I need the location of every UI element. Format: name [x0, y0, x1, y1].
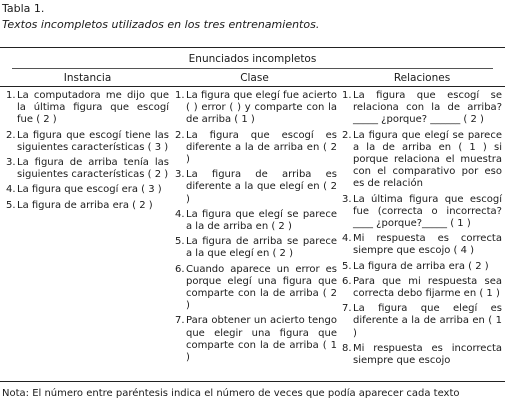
list-item — [342, 343, 502, 367]
table-note: Nota: El número entre paréntesis indica el número de veces que podía aparecer cada texto — [2, 388, 460, 399]
table-group-header: Enunciados incompletos — [188, 53, 317, 65]
list-item — [175, 315, 337, 364]
item-number: 5. — [6, 199, 16, 211]
item-number: 3. — [175, 169, 185, 181]
column-instancia — [6, 90, 169, 215]
column-header-rule — [0, 86, 505, 87]
table-label: Tabla 1. — [2, 2, 45, 15]
item-text: La computadora me dijo que la última figura que escogí fue ( 2 ) — [17, 90, 169, 126]
item-text: Cuando aparece un error es porque elegí una figura que comparte con la de arriba ( 2 ) — [186, 263, 337, 312]
item-text: La figura que escogí tiene las siguientes características ( 3 ) — [17, 129, 169, 153]
item-text: La figura de arriba se parece a la que elegí en ( 2 ) — [186, 236, 337, 260]
list-item — [175, 236, 337, 260]
list-item — [6, 200, 169, 212]
item-number: 1. — [6, 90, 16, 101]
column-header-relaciones: Relaciones — [393, 72, 451, 84]
item-text: La figura que elegí se parece a la de arriba en ( 2 ) — [186, 208, 337, 233]
group-header-rule — [12, 68, 493, 69]
item-text: La figura de arriba es diferente a la que elegí en ( 2 ) — [186, 169, 337, 205]
item-number: 2. — [342, 129, 352, 141]
item-number: 6. — [175, 263, 185, 275]
item-number: 4. — [6, 184, 16, 196]
item-number: 1. — [342, 90, 352, 101]
list-item — [342, 130, 502, 191]
list-item — [175, 169, 337, 206]
column-header-instancia: Instancia — [63, 72, 112, 84]
item-number: 7. — [342, 303, 352, 315]
item-number: 5. — [175, 236, 185, 248]
item-number: 4. — [175, 208, 185, 220]
item-number: 4. — [342, 233, 352, 245]
column-clase — [175, 90, 337, 367]
item-number: 3. — [6, 157, 16, 169]
list-item — [342, 233, 502, 257]
column-header-clase: Clase — [240, 72, 269, 84]
column-relaciones — [342, 90, 502, 370]
item-number: 3. — [342, 193, 352, 205]
item-text: La figura que escogí era ( 3 ) — [17, 184, 162, 196]
table-title: Textos incompletos utilizados en los tres entrenamientos. — [2, 18, 320, 31]
item-text: Mi respuesta es correcta siempre que escojo ( 4 ) — [353, 233, 502, 257]
list-item — [342, 194, 502, 231]
item-text: Para obtener un acierto tengo que elegir una figura que comparte con la de arriba ( 1 ) — [186, 315, 337, 364]
item-text: La figura que escogí se relaciona con la de arriba? _____ ¿porque? ______ ( 2 ) — [353, 90, 502, 126]
list-item — [175, 209, 337, 233]
item-text: La figura de arriba tenía las siguientes características ( 2 ) — [17, 157, 169, 181]
item-number: 6. — [342, 275, 352, 287]
list-item — [6, 184, 169, 196]
list-item — [342, 90, 502, 127]
list-item — [342, 303, 502, 340]
list-item — [6, 157, 169, 181]
list-item — [175, 130, 337, 167]
item-text: Para que mi respuesta sea correcta debo fijarme en ( 1 ) — [353, 275, 502, 300]
list-item — [6, 130, 169, 154]
list-item — [175, 264, 337, 313]
item-text: La figura de arriba era ( 2 ) — [17, 199, 153, 211]
item-number: 7. — [175, 315, 185, 327]
item-text: La figura que elegí fue acierto ( ) error ( ) y comparte con la de arriba ( 1 ) — [186, 90, 337, 126]
item-text: La última figura que escogí fue (correcta o incorrecta? ____ ¿porque?_____ ( 1 ) — [353, 193, 502, 230]
item-text: La figura que elegí se parece a la de arriba en ( 1 ) si porque relaciona el muestra con el comparativo por eso es de relación — [353, 129, 502, 190]
list-item — [342, 261, 502, 273]
item-number: 1. — [175, 90, 185, 101]
item-number: 5. — [342, 260, 352, 272]
item-number: 8. — [342, 342, 352, 354]
list-item — [6, 90, 169, 127]
bottom-rule — [0, 381, 505, 382]
top-rule — [0, 47, 505, 48]
item-text: La figura que escogí es diferente a la de arriba en ( 2 ) — [186, 129, 337, 166]
item-text: La figura de arriba era ( 2 ) — [353, 260, 489, 272]
item-text: La figura que elegí es diferente a la de arriba en ( 1 ) — [353, 303, 502, 339]
list-item — [175, 90, 337, 127]
item-number: 2. — [175, 129, 185, 141]
item-text: Mi respuesta es incorrecta siempre que escojo — [353, 342, 502, 367]
item-number: 2. — [6, 129, 16, 141]
list-item — [342, 276, 502, 300]
